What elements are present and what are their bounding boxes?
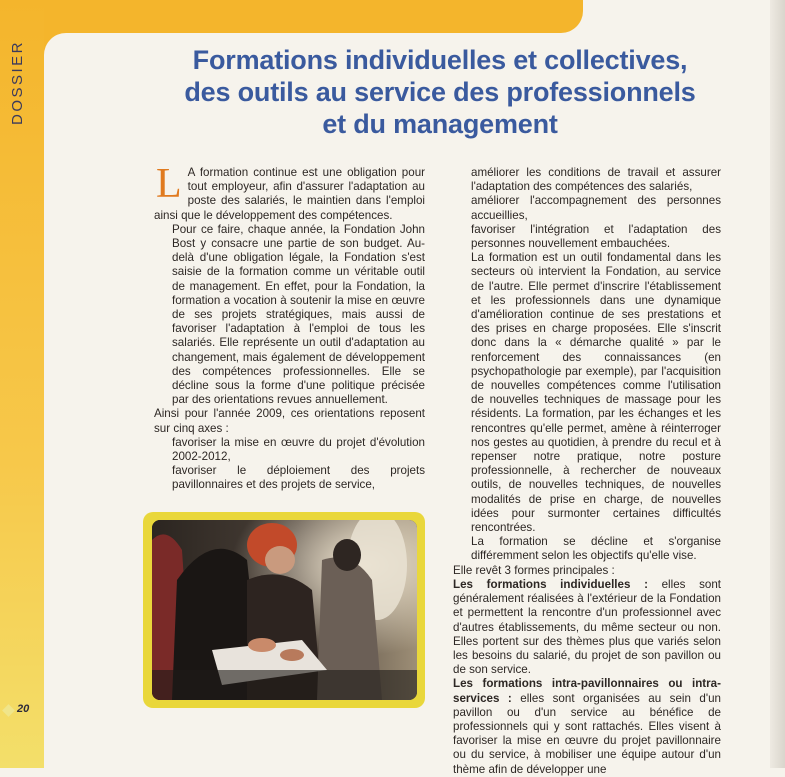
page-number-diamond-icon bbox=[2, 704, 15, 717]
paragraph-intra-service-training bbox=[453, 677, 721, 776]
photo-illustration bbox=[152, 520, 417, 700]
intra-service-training-heading: Les formations intra-pavillonnaires ou intra-services : bbox=[453, 677, 721, 705]
axis-item-1: favoriser la mise en œuvre du projet d'évolution 2002-2012, bbox=[172, 435, 425, 464]
intra-service-training-text: elles sont organisées au sein d'un pavillon ou d'un service au bénéfice de professionnels qui y sont rattachés. Elles visent à favoriser la mise en œuvre du projet pavillonnaire ou du service, à mobiliser une équipe autour d'un thème afin de développer une bbox=[453, 691, 721, 776]
title-line-3: et du management bbox=[322, 109, 558, 139]
paragraph-fundamental-tool: La formation est un outil fondamental dans les secteurs où intervient la Fondation, au service de l'autre. Elle permet d'inscrire l'établissement et les professionnels dans une dynamique d'amélioration continue de ses prestations et des prises en charge proposées. Elle s'inscrit donc dans la « démarche qualité » par le renforcement des connaissances (en psychopathologie par exemple), par l'acquisition de nouvelles compétences comme l'utilisation de nouvelles techniques de massage pour les résidents. La formation, par les échanges et les rencontres qu'elle permet, amène à réinterroger nos gestes au quotidien, à prendre du recul et à repenser notre pratique, notre posture professionnelle, à rechercher de nouveaux outils, de nouvelles techniques, de nouvelles modalités de prise en charge, de nouvelles idées pour surmonter certaines difficultés rencontrées. bbox=[471, 251, 721, 535]
page-number-text: 20 bbox=[17, 703, 30, 715]
paragraph-axes-intro: Ainsi pour l'année 2009, ces orientations reposent sur cinq axes : bbox=[154, 407, 425, 435]
page-gutter bbox=[770, 0, 785, 768]
paragraph-individual-training bbox=[453, 578, 721, 677]
individual-training-text: elles sont généralement réalisées à l'extérieur de la Fondation et permettent la rencontre d'un professionnel avec d'autres établissements, du même secteur ou non. Elles portent sur des thèmes plus que variés selon les besoins du salarié, du projet de son pavillon ou de son service. bbox=[453, 577, 722, 677]
axis-item-3: améliorer les conditions de travail et assurer l'adaptation des compétences des salariés, bbox=[471, 166, 721, 194]
text-column-right bbox=[453, 166, 721, 777]
article-title bbox=[150, 44, 730, 140]
individual-training-heading: Les formations individuelles : bbox=[453, 577, 648, 591]
axis-item-5: favoriser l'intégration et l'adaptation des personnes nouvellement embauchées. bbox=[471, 222, 721, 251]
paragraph-three-forms: Elle revêt 3 formes principales : bbox=[453, 563, 615, 577]
page-number bbox=[4, 702, 38, 724]
axis-item-4: améliorer l'accompagnement des personnes accueillies, bbox=[471, 194, 721, 222]
training-session-photo bbox=[152, 520, 417, 700]
paragraph-declination: La formation se décline et s'organise différemment selon les objectifs qu'elle vise. bbox=[471, 535, 721, 563]
title-line-2: des outils au service des professionnels bbox=[184, 77, 696, 107]
drop-cap: L bbox=[156, 161, 182, 207]
axis-item-2: favoriser le déploiement des projets pavillonnaires et des projets de service, bbox=[172, 464, 425, 492]
paragraph-budget: Pour ce faire, chaque année, la Fondation John Bost y consacre une partie de son budget. Au-delà d'une obligation légale, la Fondation s'est saisie de la formation comme un véritable outil de management. En effet, pour la Fondation, la formation a vocation à soutenir la mise en œuvre de ses projets stratégiques, mais aussi de favoriser l'adaptation à l'emploi de tous les salariés. Elle représente un outil d'adaptation au changement, mais également de développement des compétences professionnelles. Elle se décline sous la forme d'une politique précisée par des orientations revues annuellement. bbox=[172, 222, 425, 407]
title-line-1: Formations individuelles et collectives, bbox=[192, 45, 688, 75]
paragraph-intro bbox=[154, 161, 425, 223]
yellow-frame-top bbox=[0, 0, 583, 33]
text-column-left bbox=[154, 161, 425, 493]
paragraph-intro-text: A formation continue est une obligation pour tout employeur, afin d'assurer l'adaptation au poste des salariés, le maintien dans l'emploi ainsi que le développement des compétences. bbox=[154, 166, 425, 222]
section-label: DOSSIER bbox=[9, 39, 26, 125]
